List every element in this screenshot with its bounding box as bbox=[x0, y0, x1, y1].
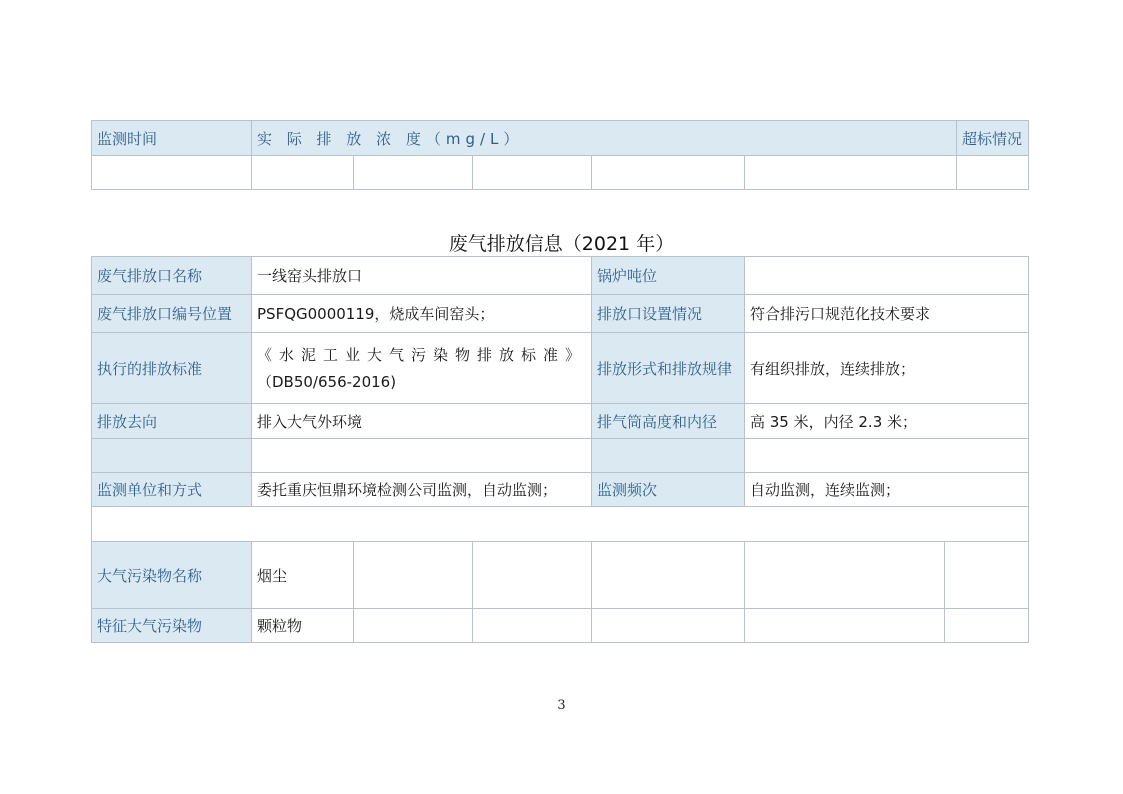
destination-label: 排放去向 bbox=[92, 404, 252, 439]
emission-info-table bbox=[91, 256, 1029, 643]
boiler-tonnage-value bbox=[745, 257, 1029, 295]
pollutant-name-value: 烟尘 bbox=[252, 542, 354, 609]
outlet-code-value: PSFQG0000119，烧成车间窑头； bbox=[252, 295, 592, 333]
table-cell bbox=[592, 542, 745, 609]
monitor-unit-value: 委托重庆恒鼎环境检测公司监测，自动监测； bbox=[252, 473, 592, 507]
blank-label-cell bbox=[592, 439, 745, 473]
blank-value-cell bbox=[252, 439, 592, 473]
standard-name: 《水泥工业大气污染物排放标准》 bbox=[257, 346, 588, 364]
table-row bbox=[92, 156, 1029, 190]
outlet-name-label: 废气排放口名称 bbox=[92, 257, 252, 295]
characteristic-pollutant-label: 特征大气污染物 bbox=[92, 609, 252, 643]
standard-code: （DB50/656-2016) bbox=[257, 373, 397, 391]
monitor-frequency-label: 监测频次 bbox=[592, 473, 745, 507]
table-cell bbox=[945, 609, 1029, 643]
page-number: 3 bbox=[557, 698, 566, 713]
emission-pattern-value: 有组织排放，连续排放； bbox=[745, 333, 1029, 404]
table-cell bbox=[592, 609, 745, 643]
monitor-unit-label: 监测单位和方式 bbox=[92, 473, 252, 507]
emission-pattern-label: 排放形式和排放规律 bbox=[592, 333, 745, 404]
outlet-name-value: 一线窑头排放口 bbox=[252, 257, 592, 295]
blank-value-cell bbox=[745, 439, 1029, 473]
table-cell bbox=[745, 542, 945, 609]
table-cell bbox=[473, 156, 592, 190]
boiler-tonnage-label: 锅炉吨位 bbox=[592, 257, 745, 295]
table-cell bbox=[592, 156, 745, 190]
characteristic-pollutant-value: 颗粒物 bbox=[252, 609, 354, 643]
outlet-setup-value: 符合排污口规范化技术要求 bbox=[745, 295, 1029, 333]
monitor-frequency-value: 自动监测，连续监测； bbox=[745, 473, 1029, 507]
monitor-time-header: 监测时间 bbox=[92, 121, 252, 156]
stack-value: 高 35 米，内径 2.3 米； bbox=[745, 404, 1029, 439]
emission-standard-value bbox=[252, 333, 592, 404]
monitoring-results-table bbox=[91, 120, 1029, 190]
table-cell bbox=[252, 156, 354, 190]
table-cell bbox=[354, 609, 473, 643]
table-cell bbox=[745, 609, 945, 643]
section-title: 废气排放信息（2021 年） bbox=[448, 233, 675, 255]
exceed-status-header: 超标情况 bbox=[957, 121, 1029, 156]
table-cell bbox=[745, 156, 957, 190]
destination-value: 排入大气外环境 bbox=[252, 404, 592, 439]
table-cell bbox=[354, 542, 473, 609]
table-cell bbox=[473, 542, 592, 609]
emission-standard-label: 执行的排放标准 bbox=[92, 333, 252, 404]
pollutant-name-label: 大气污染物名称 bbox=[92, 542, 252, 609]
blank-label-cell bbox=[92, 439, 252, 473]
table-cell bbox=[354, 156, 473, 190]
table-cell bbox=[92, 156, 252, 190]
outlet-code-label: 废气排放口编号位置 bbox=[92, 295, 252, 333]
table-cell bbox=[945, 542, 1029, 609]
outlet-setup-label: 排放口设置情况 bbox=[592, 295, 745, 333]
table-cell bbox=[957, 156, 1029, 190]
stack-label: 排气筒高度和内径 bbox=[592, 404, 745, 439]
blank-spacer-row bbox=[92, 507, 1029, 542]
actual-concentration-header: 实 际 排 放 浓 度（mg/L） bbox=[252, 121, 957, 156]
table-cell bbox=[473, 609, 592, 643]
